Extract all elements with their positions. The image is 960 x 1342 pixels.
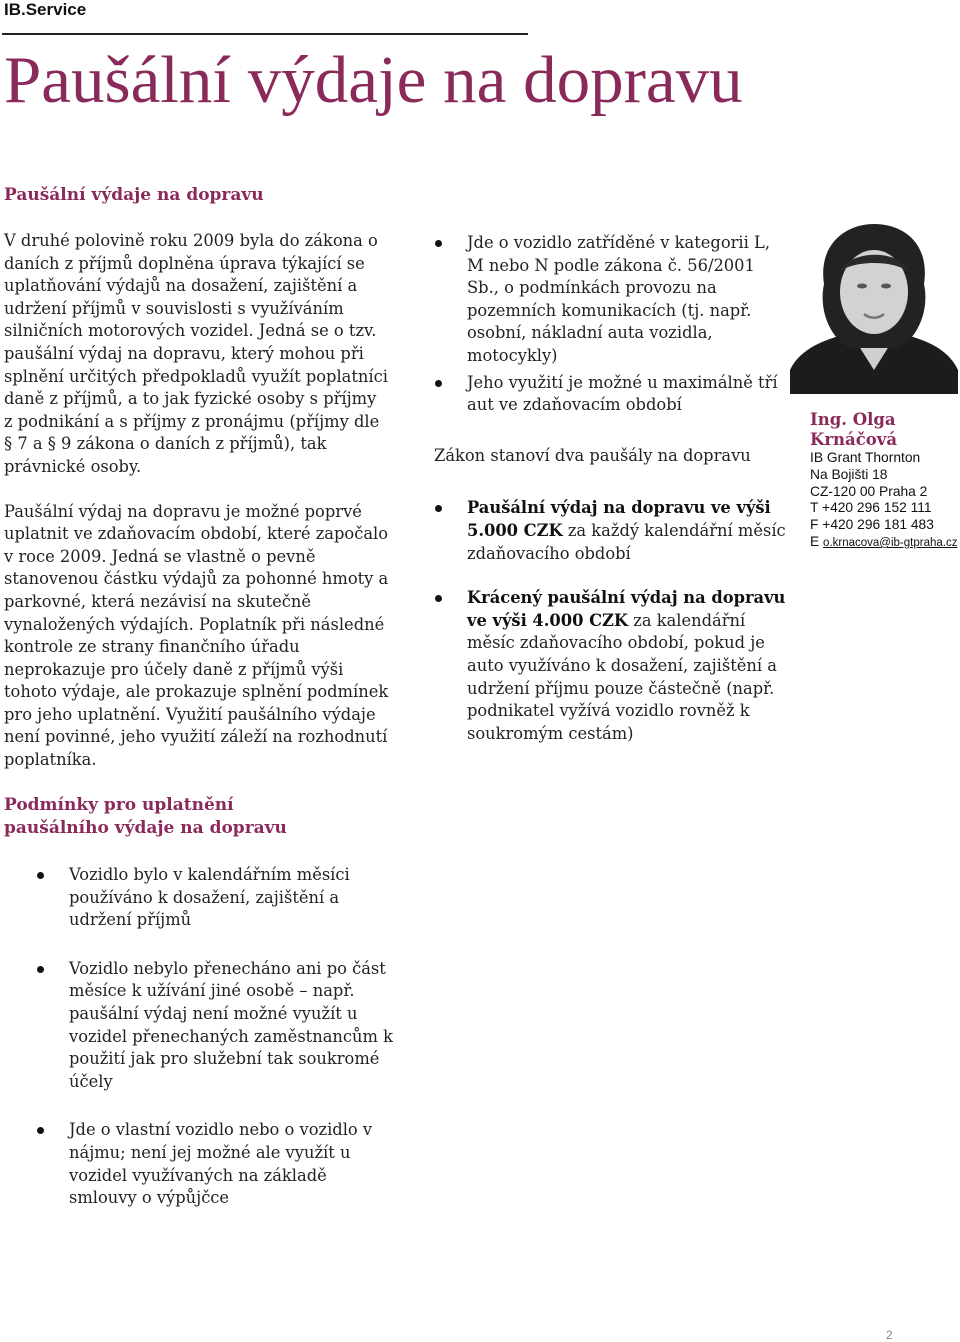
rate-description: za kalendářní měsíc zdaňovacího období, pokud je auto využíváno k dosažení, zajištění a udržení příjmu pouze částečně (např. podnikatel vyžívá vozidlo rovněž k soukromým cestám) <box>467 610 777 743</box>
rate-label: Krácený paušální výdaj na dopravu ve výši 4.000 CZK <box>467 588 786 630</box>
contact-street: Na Bojišti 18 <box>810 466 888 482</box>
page-title: Paušální výdaje na dopravu <box>4 43 743 117</box>
detail-paragraph: Paušální výdaj na dopravu je možné poprvé uplatnit ve zdaňovacím období, které započalo v roce 2009. Jedná se vlastně o pevně stanovenou částku výdajů za pohonné hmoty a parkovné, která nezávisí na skutečně vynaložených výdajích. Poplatník při následné kontrole ze strany finančního úřadu neprokazuje pro účely daně z příjmů výši tohoto výdaje, ale prokazuje splnění podmínek pro jeho uplatnění. Využití paušálního výdaje není povinné, jeho využití záleží na rozhodnutí poplatníka. <box>4 501 389 770</box>
portrait-image <box>790 220 958 394</box>
intro-paragraph: V druhé polovině roku 2009 byla do zákona o daních z příjmů doplněna úprava týkající se uplatňování výdajů na dosažení, zajištění a udržení příjmů v souvislosti s využíváním silničních motorových vozidel. Jedná se o tzv. paušální výdaj na dopravu, který mohou při splnění určitých předpokladů využít poplatníci daně z příjmů, a to jak fyzické osoby s příjmy z podnikání a s příjmy z pronájmu (příjmy dle § 7 a § 9 zákona o daních z příjmů), tak právnické osoby. <box>4 231 388 476</box>
contact-name-last: Krnáčová <box>810 430 898 449</box>
conditions-heading-line2: paušálního výdaje na dopravu <box>4 818 287 838</box>
contact-phone: T +420 296 152 111 <box>810 500 932 516</box>
conditions-heading-line1: Podmínky pro uplatnění <box>4 795 234 815</box>
rate-item-reduced <box>434 587 789 745</box>
left-column <box>4 230 389 794</box>
statement-text: Zákon stanoví dva paušály na dopravu <box>434 445 751 465</box>
contact-email-row <box>810 534 960 552</box>
conditions-list <box>36 864 396 1236</box>
condition-item: Vozidlo bylo v kalendářním měsíci používáno k dosažení, zajištění a udržení příjmů <box>36 864 396 932</box>
rate-item-full <box>434 497 789 565</box>
vehicle-category-item: Jde o vozidlo zatříděné v kategorii L, M nebo N podle zákona č. 56/2001 Sb., o podmínkách provozu na pozemních komunikacích (tj. např. osobní, nákladní auta vozidla, motocykly) <box>434 232 789 368</box>
rate-label: Paušální výdaj na dopravu ve výši 5.000 CZK <box>467 498 771 540</box>
middle-column <box>434 232 789 767</box>
conditions-heading <box>4 794 287 840</box>
contact-name-first: Ing. Olga <box>810 410 896 429</box>
brand-logo-text: IB.Service <box>4 0 87 19</box>
page-number: 2 <box>886 1328 893 1342</box>
contact-city: CZ-120 00 Praha 2 <box>810 483 928 499</box>
condition-item: Vozidlo nebylo přenecháno ani po část měsíce k užívání jiné osobě – např. paušální výdaj není možné využít u vozidel přenechaných zaměstnancům k použití jak pro služební tak soukromé účely <box>36 958 396 1094</box>
contact-card <box>810 410 960 552</box>
contact-portrait <box>790 220 958 394</box>
vehicle-limit-item: Jeho využití je možné u maximálně tří aut ve zdaňovacím období <box>434 372 789 417</box>
section-heading: Paušální výdaje na dopravu <box>4 185 264 205</box>
rate-description: za každý kalendářní měsíc zdaňovacího období <box>467 520 786 563</box>
contact-company: IB Grant Thornton <box>810 450 921 465</box>
contact-fax: F +420 296 181 483 <box>810 517 934 533</box>
condition-item: Jde o vlastní vozidlo nebo o vozidlo v nájmu; není jej možné ale využít u vozidel využívaných na základě smlouvy o výpůjčce <box>36 1119 396 1209</box>
header-divider <box>2 33 528 35</box>
contact-email-prefix: E <box>810 533 824 549</box>
contact-email-link[interactable]: o.krnacova@ib-gtpraha.cz <box>823 536 958 549</box>
